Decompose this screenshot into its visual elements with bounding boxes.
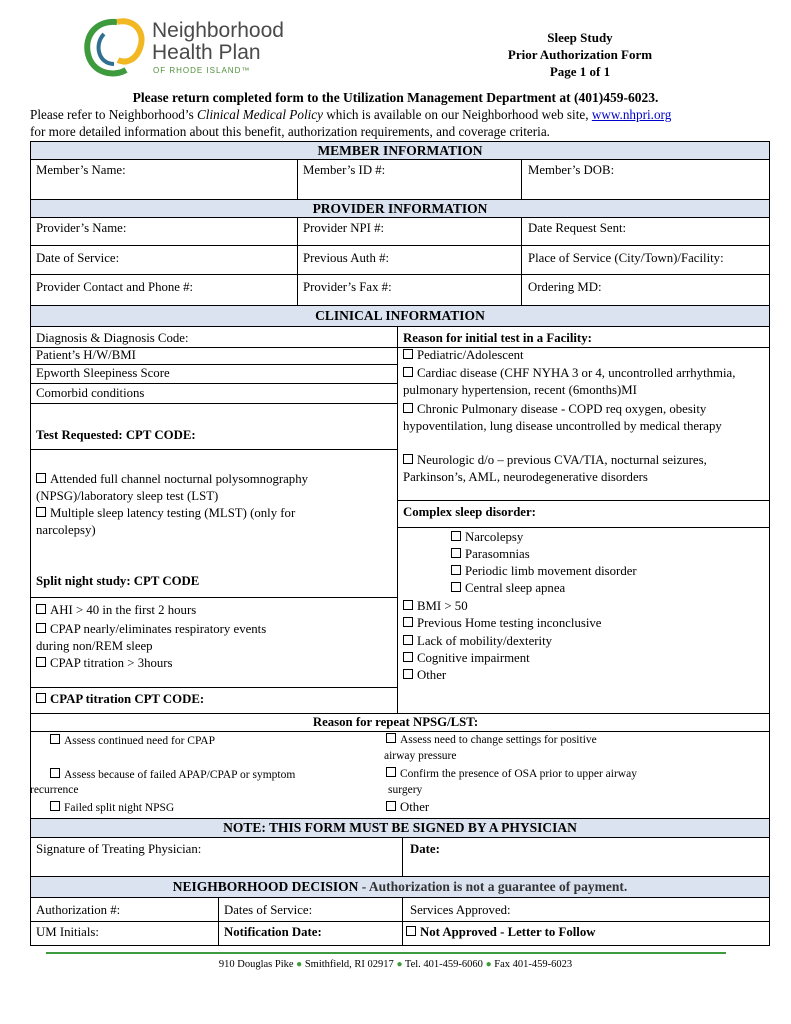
signature-note: NOTE: THIS FORM MUST BE SIGNED BY A PHYSICIAN (30, 818, 770, 838)
date-request-sent-field[interactable]: Date Request Sent: (528, 221, 627, 235)
cognitive-option[interactable] (403, 651, 530, 666)
cognitive-checkbox[interactable] (403, 652, 413, 662)
decision-heading (30, 876, 770, 898)
cpap-hours-label: CPAP titration > 3hours (50, 656, 173, 670)
repeat-other-option[interactable] (386, 800, 429, 815)
member-dob-field[interactable]: Member’s DOB: (528, 163, 615, 177)
footer-street: 910 Douglas Pike (218, 959, 294, 970)
page-number: Page 1 of 1 (549, 64, 611, 79)
cpap-nearly-option[interactable] (36, 621, 286, 655)
repeat-failed-split-checkbox[interactable] (50, 801, 60, 811)
repeat-continued-label: Assess continued need for CPAP (64, 735, 215, 747)
central-apnea-option[interactable] (451, 581, 565, 596)
repeat-settings-label: Assess need to change settings for positive (400, 734, 597, 746)
footer-rule (46, 952, 726, 954)
website-link[interactable]: www.nhpri.org (591, 107, 672, 122)
repeat-surgery-label: surgery (388, 784, 423, 796)
periodic-limb-label: Periodic limb movement disorder (465, 564, 637, 578)
member-id-field[interactable]: Member’s ID #: (303, 163, 386, 177)
pediatric-option[interactable] (403, 348, 524, 363)
cpap-titration-code-label: CPAP titration CPT CODE: (50, 692, 205, 706)
ordering-md-field[interactable]: Ordering MD: (528, 280, 602, 294)
home-testing-option[interactable] (403, 616, 601, 631)
central-apnea-checkbox[interactable] (451, 582, 461, 592)
refer-text-a: Please refer to Neighborhood’s (30, 107, 197, 122)
home-testing-checkbox[interactable] (403, 617, 413, 627)
member-section-heading: MEMBER INFORMATION (30, 141, 770, 160)
parasomnias-option[interactable] (451, 547, 530, 562)
pediatric-label: Pediatric/Adolescent (417, 348, 524, 362)
notification-date-field[interactable]: Notification Date: (224, 925, 322, 939)
not-approved-label: Not Approved - Letter to Follow (420, 925, 596, 939)
bmi-label: BMI > 50 (417, 599, 468, 613)
member-name-field[interactable]: Member’s Name: (36, 163, 126, 177)
hwbmi-field[interactable]: Patient’s H/W/BMI (36, 348, 136, 362)
policy-name: Clinical Medical Policy (197, 107, 323, 122)
clinical-section-heading: CLINICAL INFORMATION (30, 305, 770, 327)
bullet-icon: ● (296, 959, 303, 970)
services-approved-field[interactable]: Services Approved: (410, 903, 511, 917)
narcolepsy-option[interactable] (451, 530, 523, 545)
home-testing-label: Previous Home testing inconclusive (417, 616, 602, 630)
footer-tel: Tel. 401-459-6060 (404, 959, 483, 970)
cpap-titration-code-checkbox[interactable] (36, 693, 46, 703)
bmi-option[interactable] (403, 599, 468, 614)
mobility-option[interactable] (403, 634, 552, 649)
nhp-logo (82, 14, 152, 80)
repeat-settings-checkbox[interactable] (386, 733, 396, 743)
not-approved-option[interactable] (406, 925, 595, 940)
parasomnias-label: Parasomnias (465, 547, 530, 561)
refer-text-b: which is available on our Neighborhood web site, (322, 107, 589, 122)
signature-date-field[interactable]: Date: (410, 842, 440, 856)
mslt-checkbox[interactable] (36, 507, 46, 517)
pediatric-checkbox[interactable] (403, 349, 413, 359)
repeat-other-checkbox[interactable] (386, 801, 396, 811)
cardiac-option[interactable] (403, 365, 763, 399)
clinical-other-checkbox[interactable] (403, 669, 413, 679)
mslt-label: Multiple sleep latency testing (MLST) (only for narcolepsy) (36, 506, 296, 537)
refer-line2: for more detailed information about this benefit, authorization requirements, and coverage criteria. (30, 124, 550, 139)
ahi-checkbox[interactable] (36, 604, 46, 614)
repeat-confirm-osa-option[interactable] (386, 767, 637, 780)
pulmonary-checkbox[interactable] (403, 403, 413, 413)
form-subtitle: Prior Authorization Form (507, 47, 653, 62)
authorization-number-field[interactable]: Authorization #: (36, 903, 121, 917)
org-name-line1: Neighborhood (152, 19, 284, 42)
narcolepsy-checkbox[interactable] (451, 531, 461, 541)
cpap-hours-checkbox[interactable] (36, 657, 46, 667)
pulmonary-label: Chronic Pulmonary disease - COPD req oxygen, obesity hypoventilation, lung disease uncontrolled by medical therapy (403, 402, 722, 433)
footer-city: Smithfield, RI 02917 (304, 959, 394, 970)
repeat-other-label: Other (400, 800, 430, 814)
ahi-option[interactable] (36, 603, 196, 618)
place-of-service-field[interactable]: Place of Service (City/Town)/Facility: (528, 251, 724, 265)
bullet-icon: ● (485, 959, 492, 970)
central-apnea-label: Central sleep apnea (465, 581, 566, 595)
provider-npi-field[interactable]: Provider NPI #: (303, 221, 385, 235)
npsg-label: Attended full channel nocturnal polysomnography (NPSG)/laboratory sleep test (LST) (36, 472, 309, 503)
epworth-field[interactable]: Epworth Sleepiness Score (36, 366, 170, 380)
provider-section-heading: PROVIDER INFORMATION (30, 199, 770, 218)
npsg-checkbox[interactable] (36, 473, 46, 483)
decision-heading-rest: - Authorization is not a guarantee of payment. (358, 879, 628, 894)
npsg-option[interactable] (36, 471, 381, 505)
neurologic-option[interactable] (403, 452, 765, 486)
form-title: Sleep Study (547, 30, 613, 45)
clinical-other-option[interactable] (403, 668, 446, 683)
repeat-confirm-osa-label: Confirm the presence of OSA prior to upper airway (400, 768, 637, 780)
cognitive-label: Cognitive impairment (417, 651, 530, 665)
complex-heading: Complex sleep disorder: (403, 505, 536, 519)
mslt-option[interactable] (36, 505, 336, 539)
neurologic-label: Neurologic d/o – previous CVA/TIA, nocturnal seizures, Parkinson’s, AML, neurodegenerative disorders (403, 453, 707, 484)
bullet-icon: ● (396, 959, 403, 970)
repeat-failed-split-label: Failed split night NPSG (64, 802, 175, 814)
previous-auth-field[interactable]: Previous Auth #: (303, 251, 390, 265)
org-name-line2: Health Plan (152, 41, 261, 64)
periodic-limb-checkbox[interactable] (451, 565, 461, 575)
diagnosis-field[interactable]: Diagnosis & Diagnosis Code: (36, 331, 189, 345)
um-initials-field[interactable]: UM Initials: (36, 925, 99, 939)
mobility-label: Lack of mobility/dexterity (417, 634, 553, 648)
cpap-nearly-label: CPAP nearly/eliminates respiratory events during non/REM sleep (36, 622, 267, 653)
ahi-label: AHI > 40 in the first 2 hours (50, 603, 197, 617)
return-notice: Please return completed form to the Utilization Management Department at (401)459-6023. (132, 90, 659, 105)
date-of-service-field[interactable]: Date of Service: (36, 251, 120, 265)
periodic-limb-option[interactable] (451, 564, 637, 579)
provider-contact-field[interactable]: Provider Contact and Phone #: (36, 280, 194, 294)
repeat-recurrence-label: recurrence (30, 784, 79, 796)
repeat-continued-checkbox[interactable] (50, 734, 60, 744)
facility-heading: Reason for initial test in a Facility: (403, 331, 592, 345)
provider-fax-field[interactable]: Provider’s Fax #: (303, 280, 392, 294)
narcolepsy-label: Narcolepsy (465, 530, 524, 544)
repeat-continued-option[interactable] (50, 734, 215, 747)
cpap-nearly-checkbox[interactable] (36, 623, 46, 633)
split-night-label: Split night study: CPT CODE (36, 574, 200, 588)
dates-of-service-field[interactable]: Dates of Service: (224, 903, 313, 917)
cardiac-label: Cardiac disease (CHF NYHA 3 or 4, uncontrolled arrhythmia, pulmonary hypertension, recent (6months)MI (403, 366, 736, 397)
not-approved-checkbox[interactable] (406, 926, 416, 936)
pulmonary-option[interactable] (403, 401, 733, 435)
repeat-failed-apap-label: Assess because of failed APAP/CPAP or symptom (64, 769, 296, 781)
repeat-failed-apap-checkbox[interactable] (50, 768, 60, 778)
refer-line1 (30, 107, 671, 123)
neurologic-checkbox[interactable] (403, 454, 413, 464)
cpap-titration-code-option[interactable] (36, 692, 204, 707)
mobility-checkbox[interactable] (403, 635, 413, 645)
footer-fax: Fax 401-459-6023 (494, 959, 573, 970)
comorbid-field[interactable]: Comorbid conditions (36, 386, 145, 400)
repeat-airway-pressure-label: airway pressure (384, 750, 457, 762)
cpap-hours-option[interactable] (36, 656, 173, 671)
clinical-other-label: Other (417, 668, 447, 682)
decision-heading-bold: NEIGHBORHOOD DECISION (172, 879, 359, 894)
provider-name-field[interactable]: Provider’s Name: (36, 221, 127, 235)
physician-signature-field[interactable]: Signature of Treating Physician: (36, 842, 202, 856)
repeat-settings-option[interactable] (386, 733, 597, 746)
test-requested-label: Test Requested: CPT CODE: (36, 428, 196, 442)
repeat-failed-apap-option[interactable] (50, 768, 295, 781)
footer-address (0, 959, 791, 970)
bmi-checkbox[interactable] (403, 600, 413, 610)
repeat-heading: Reason for repeat NPSG/LST: (312, 715, 479, 729)
org-name-line3: OF RHODE ISLAND™ (153, 66, 251, 75)
repeat-failed-split-option[interactable] (50, 801, 174, 814)
cardiac-checkbox[interactable] (403, 367, 413, 377)
parasomnias-checkbox[interactable] (451, 548, 461, 558)
repeat-confirm-osa-checkbox[interactable] (386, 767, 396, 777)
